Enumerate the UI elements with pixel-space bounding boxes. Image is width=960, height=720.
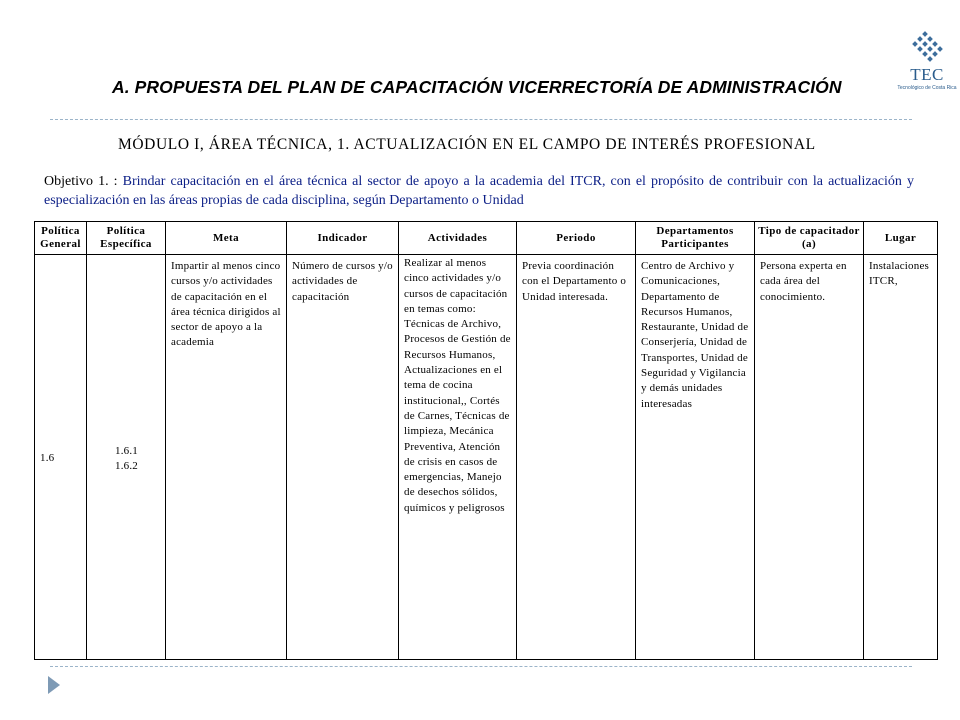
- cell-departamentos: Centro de Archivo y Comunicaciones, Departamento de Recursos Humanos, Restaurante, Unidad de Conserjería, Unidad de Transportes, Unidad de Seguridad y Vigilancia y demás unidades interesadas: [636, 255, 755, 660]
- header-tipo-capacitador: Tipo de capacitador (a): [755, 222, 864, 255]
- cell-lugar: Instalaciones ITCR,: [864, 255, 938, 660]
- cell-meta: Impartir al menos cinco cursos y/o actividades de capacitación en el área técnica dirigidos al sector de apoyo a la academia: [166, 255, 287, 660]
- table-row: [35, 255, 938, 660]
- header-meta: Meta: [166, 222, 287, 255]
- cell-actividades: Realizar al menos cinco actividades y/o cursos de capacitación en temas como: Técnicas de Archivo, Procesos de Gestión de Recursos Humanos, Actualizaciones en el tema de cocina institucional,, Cortés de Carnes, Técnicas de limpieza, Mecánica Preventiva, Atención de crisis en casos de emergencias, Manejo de desechos sólidos, químicos y peligrosos: [399, 255, 517, 660]
- objective-label: Objetivo 1. :: [44, 174, 118, 189]
- cell-politica-general: 1.6: [35, 255, 87, 660]
- table-header-row: [35, 222, 938, 255]
- cell-periodo: Previa coordinación con el Departamento o Unidad interesada.: [517, 255, 636, 660]
- training-plan-table: [34, 221, 938, 660]
- header-actividades: Actividades: [399, 222, 517, 255]
- header-lugar: Lugar: [864, 222, 938, 255]
- cell-politica-especifica: 1.6.1 1.6.2: [87, 255, 166, 660]
- cell-indicador: Número de cursos y/o actividades de capacitación: [287, 255, 399, 660]
- page-title: A. PROPUESTA DEL PLAN DE CAPACITACIÓN VICERRECTORÍA DE ADMINISTRACIÓN: [112, 77, 842, 97]
- module-title: MÓDULO I, ÁREA TÉCNICA, 1. ACTUALIZACIÓN EN EL CAMPO DE INTERÉS PROFESIONAL: [118, 136, 816, 153]
- cell-tipo-capacitador: Persona experta en cada área del conocimiento.: [755, 255, 864, 660]
- logo-text: TEC: [910, 65, 944, 84]
- header-politica-especifica: Política Específica: [87, 222, 166, 255]
- top-divider: [50, 119, 912, 120]
- header-departamentos: Departamentos Participantes: [636, 222, 755, 255]
- objective-paragraph: [44, 172, 914, 210]
- header-politica-general: Política General: [35, 222, 87, 255]
- objective-text: Brindar capacitación en el área técnica al sector de apoyo a la academia del ITCR, con el propósito de contribuir con la actualización y especialización en las áreas propias de cada disciplina, según Departamento o Unidad: [44, 174, 914, 208]
- slide-bullet-icon: [48, 676, 60, 694]
- tec-diamond-logo-icon: [896, 30, 958, 66]
- header-periodo: Periodo: [517, 222, 636, 255]
- logo-subtitle: Tecnológico de Costa Rica: [897, 85, 957, 91]
- bottom-divider: [50, 666, 912, 667]
- tec-logo: [896, 30, 958, 98]
- header-indicador: Indicador: [287, 222, 399, 255]
